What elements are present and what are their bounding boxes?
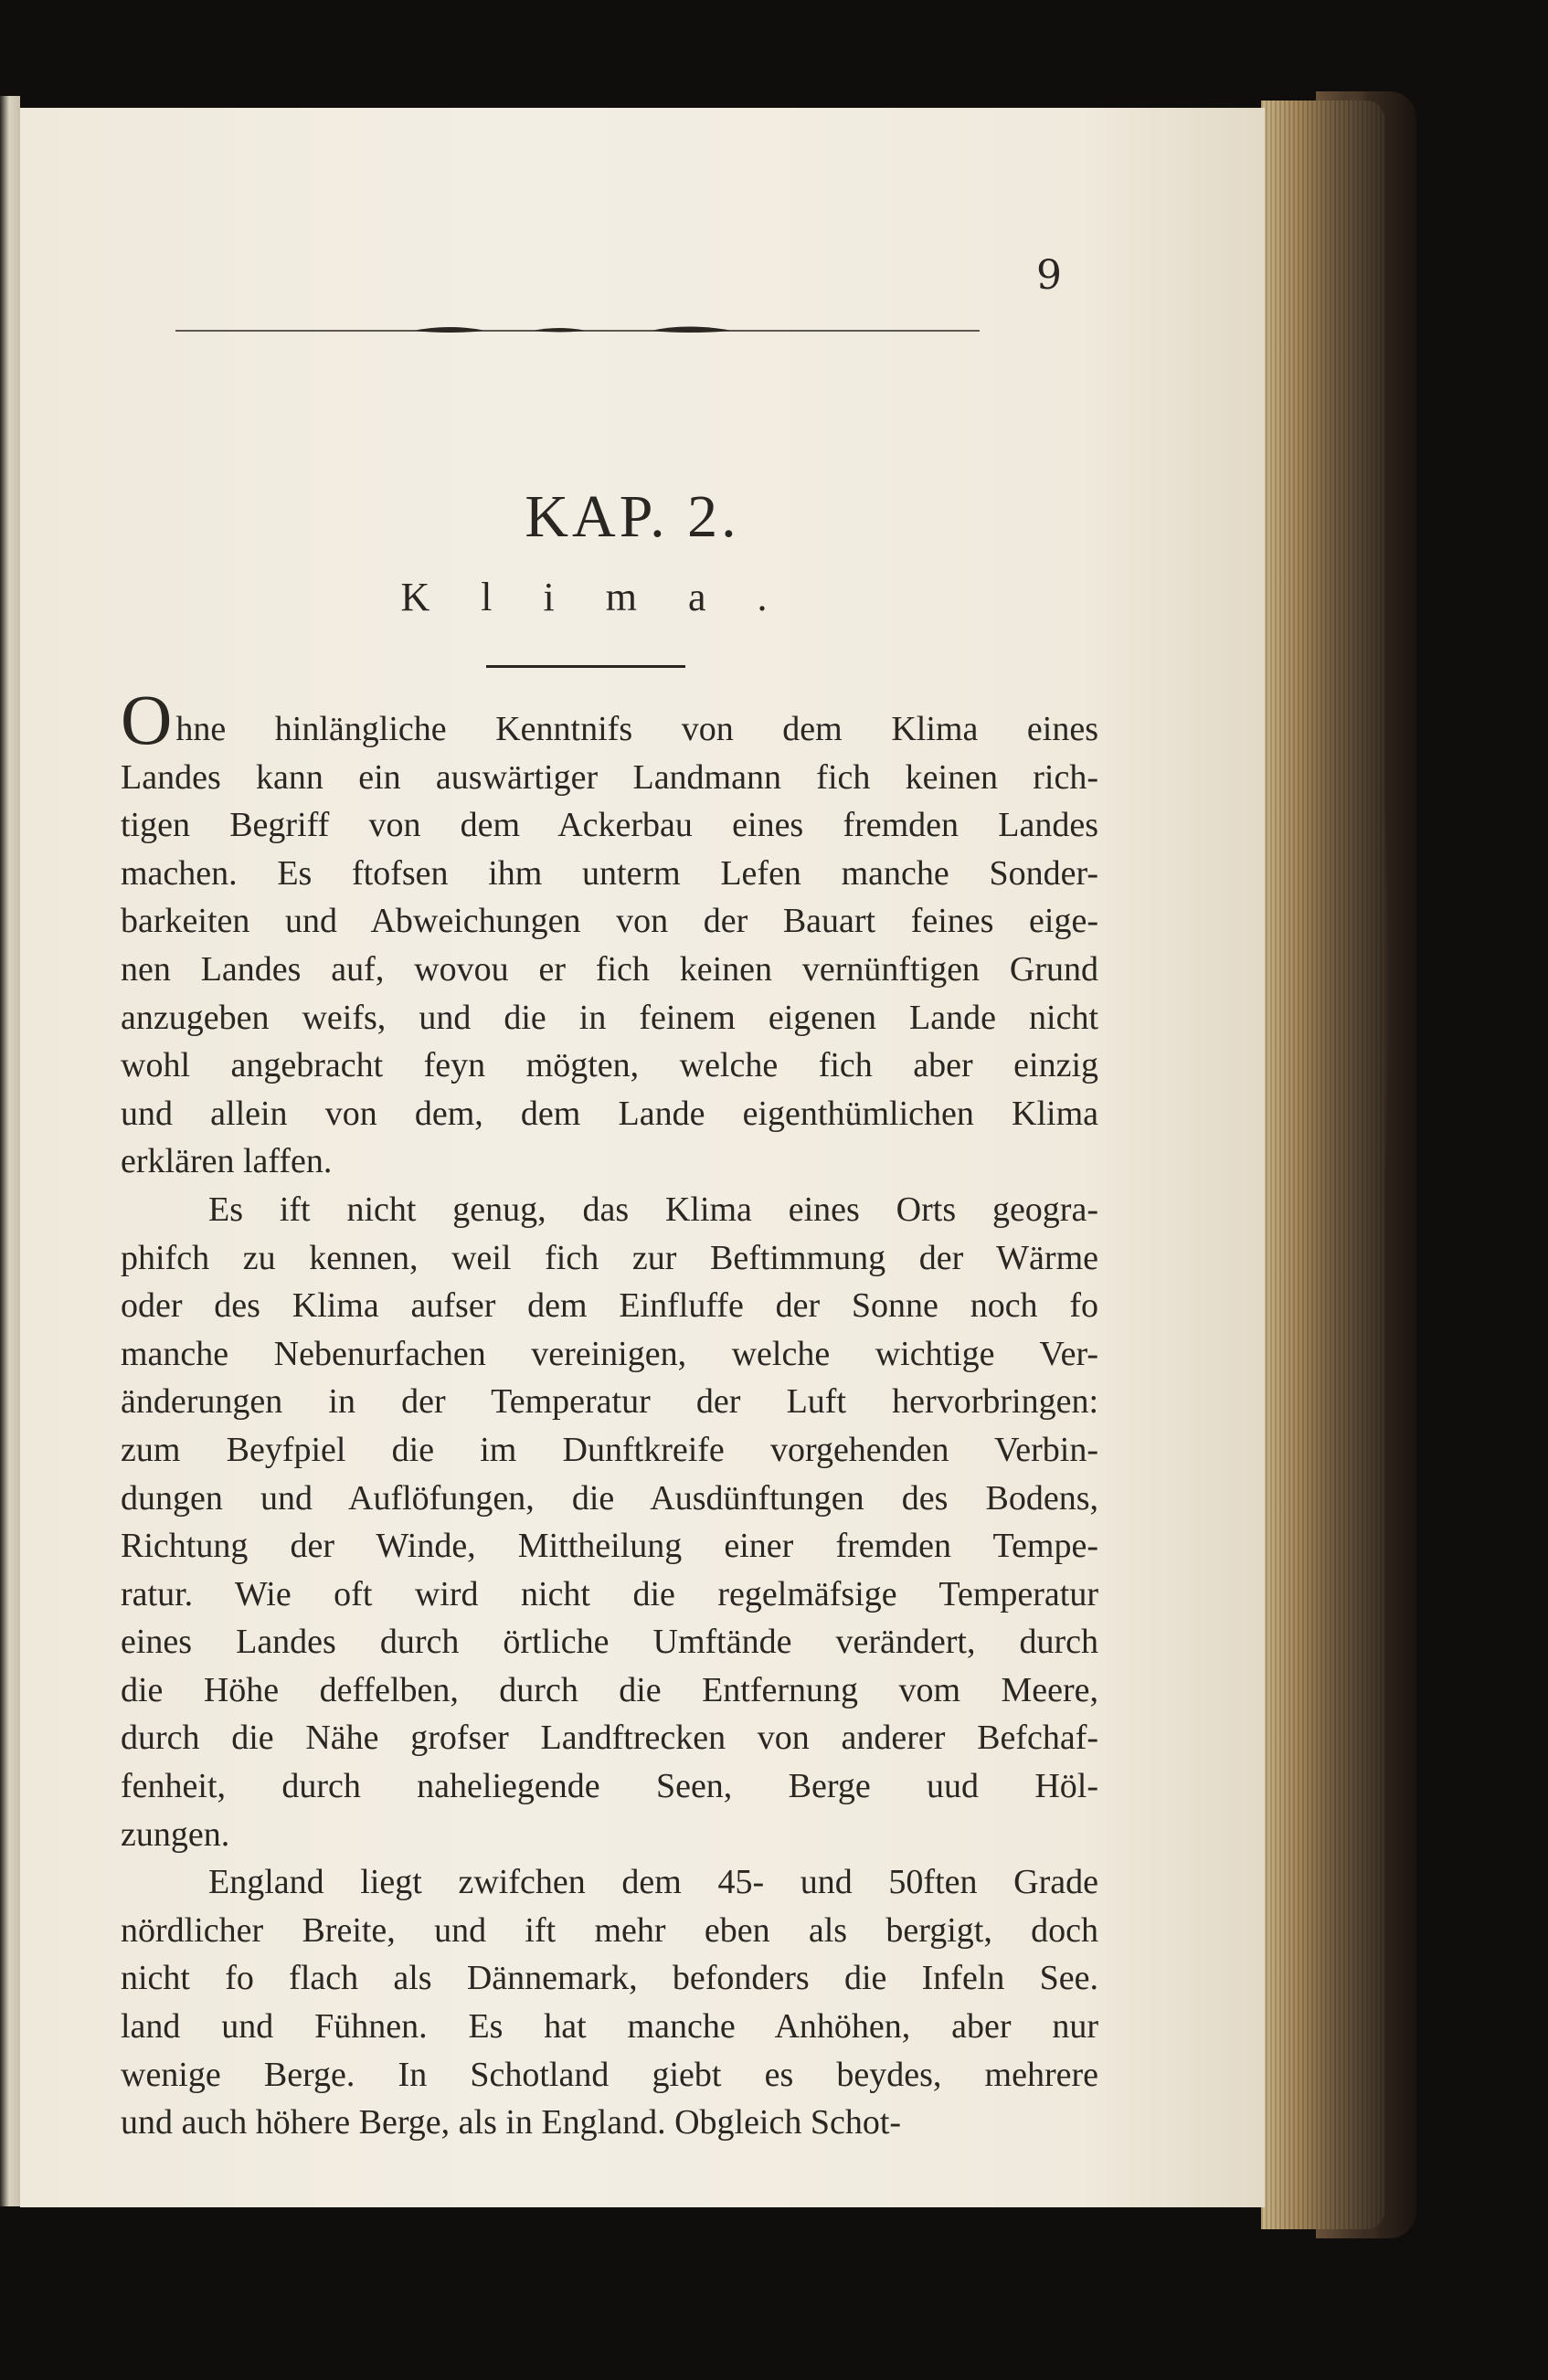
chapter-title: Klima. — [400, 575, 819, 619]
book-page-edges — [1261, 100, 1384, 2229]
text-line: phifch zu kennen, weil fich zur Beftimmung der Wärme — [121, 1238, 1098, 1277]
text-line: manche Nebenurfachen vereinigen, welche wichtige Ver- — [121, 1334, 1098, 1373]
text-line: Es ift nicht genug, das Klima eines Orts geogra- — [208, 1190, 1098, 1229]
text-line: die Höhe deffelben, durch die Entfernung vom Meere, — [121, 1670, 1098, 1709]
text-line: fenheit, durch naheliegende Seen, Berge uud Höl- — [121, 1767, 1098, 1806]
text-line: Richtung der Winde, Mittheilung einer fremden Tempe- — [121, 1527, 1098, 1566]
text-line — [121, 680, 1098, 759]
text-line: oder des Klima aufser dem Einfluffe der Sonne noch fo — [121, 1286, 1098, 1326]
body-text — [121, 680, 1098, 2147]
paragraph — [121, 1186, 1098, 1858]
text-line: dungen und Auflöfungen, die Ausdünftungen des Bodens, — [121, 1478, 1098, 1518]
text-line: barkeiten und Abweichungen von der Bauart feines eige- — [121, 902, 1098, 941]
title-underline — [486, 665, 685, 668]
text-line: ratur. Wie oft wird nicht die regelmäfsige Temperatur — [121, 1574, 1098, 1613]
text-line: erklären laffen. — [121, 1142, 333, 1181]
text-line: anzugeben weifs, und die in feinem eigenen Lande nicht — [121, 998, 1098, 1037]
paragraph — [121, 680, 1098, 1186]
left-page-edge — [0, 96, 20, 2206]
text-line: zum Beyfpiel die im Dunftkreife vorgehenden Verbin- — [121, 1430, 1098, 1469]
text-line: land und Fühnen. Es hat manche Anhöhen, aber nur — [121, 2007, 1098, 2047]
text-line: nen Landes auf, wovou er fich keinen vernünftigen Grund — [121, 949, 1098, 989]
text-line: und auch höhere Berge, als in England. Obgleich Schot- — [121, 2103, 902, 2142]
page-number: 9 — [1036, 252, 1062, 299]
chapter-heading: KAP. 2. — [525, 483, 740, 550]
text-line: durch die Nähe grofser Landftrecken von anderer Befchaf- — [121, 1719, 1098, 1758]
text-line: Landes kann ein auswärtiger Landmann fich keinen rich- — [121, 757, 1098, 797]
paragraph — [121, 1858, 1098, 2147]
text-line: nördlicher Breite, und ift mehr eben als bergigt, doch — [121, 1910, 1098, 1950]
text-line: änderungen in der Temperatur der Luft hervorbringen: — [121, 1382, 1098, 1422]
text-line-rest: hne hinlängliche Kenntnifs von dem Klima eines — [175, 710, 1098, 748]
text-line: machen. Es ftofsen ihm unterm Lefen manche Sonder- — [121, 853, 1098, 893]
text-line: nicht fo flach als Dännemark, befonders die Infeln See. — [121, 1959, 1098, 1998]
text-line: England liegt zwifchen dem 45- und 50ften Grade — [208, 1863, 1098, 1902]
book-page — [20, 108, 1265, 2207]
text-line: wohl angebracht feyn mögten, welche fich aber einzig — [121, 1046, 1098, 1085]
drop-cap: O — [121, 680, 173, 759]
text-line: zungen. — [121, 1814, 230, 1854]
text-line: und allein von dem, dem Lande eigenthümlichen Klima — [121, 1094, 1098, 1133]
ornamental-rule — [175, 320, 980, 338]
text-line: eines Landes durch örtliche Umftände verändert, durch — [121, 1623, 1098, 1662]
text-line: wenige Berge. In Schotland giebt es beydes, mehrere — [121, 2055, 1098, 2094]
text-line: tigen Begriff von dem Ackerbau eines fremden Landes — [121, 806, 1098, 845]
